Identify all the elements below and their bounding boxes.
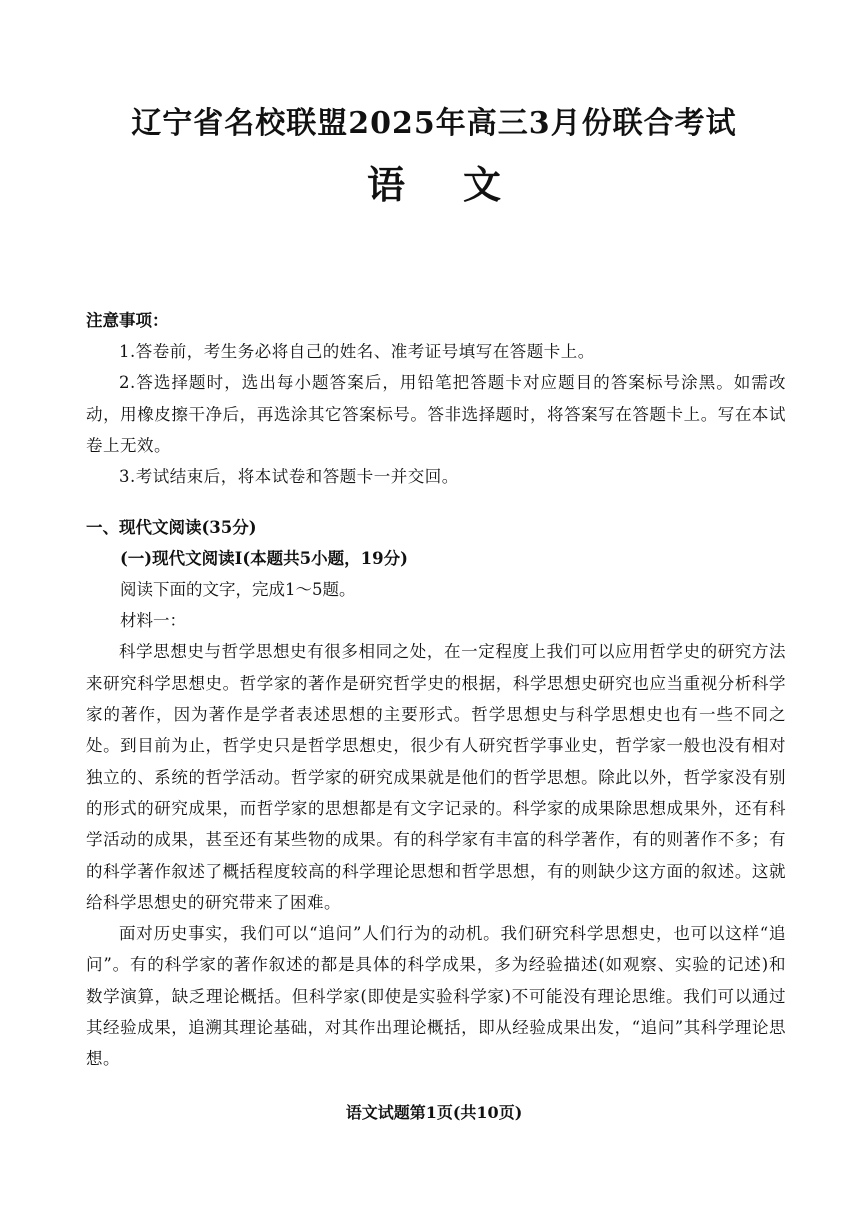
material-paragraph-1: 科学思想史与哲学思想史有很多相同之处，在一定程度上我们可以应用哲学史的研究方法来研究科学思想史。哲学家的著作是研究哲学史的根据，科学思想史研究也应当重视分析科学家的著作，因为著作是学者表述思想的主要形式。哲学思想史与科学思想史也有一些不同之处。到目前为止，哲学史只是哲学思想史，很少有人研究哲学事业史，哲学家一般也没有相对独立的、系统的哲学活动。哲学家的研究成果就是他们的哲学思想。除此以外，哲学家没有别的形式的研究成果，而哲学家的思想都是有文字记录的。科学家的成果除思想成果外，还有科学活动的成果，甚至还有某些物的成果。有的科学家有丰富的科学著作，有的则著作不多；有的科学著作叙述了概括程度较高的科学理论思想和哲学思想，有的则缺少这方面的叙述。这就给科学思想史的研究带来了困难。 bbox=[86, 642, 786, 912]
material-paragraph-2: 面对历史事实，我们可以“追问”人们行为的动机。我们研究科学思想史，也可以这样“追问”。有的科学家的著作叙述的都是具体的科学成果，多为经验描述(如观察、实验的记述)和数学演算，缺乏理论概括。但科学家(即使是实验科学家)不可能没有理论思维。我们可以通过其经验成果，追溯其理论基础，对其作出理论概括，即从经验成果出发，“追问”其科学理论思想。 bbox=[86, 924, 786, 1069]
notice-item-1: 1.答卷前，考生务必将自己的姓名、准考证号填写在答题卡上。 bbox=[119, 342, 595, 361]
section-heading: 一、现代文阅读(35分) bbox=[86, 518, 257, 538]
page-footer: 语文试题第1页(共10页) bbox=[345, 1103, 523, 1122]
notice-item-2: 2.答选择题时，选出每小题答案后，用铅笔把答题卡对应题目的答案标号涂黑。如需改动，用橡皮擦干净后，再选涂其它答案标号。答非选择题时，将答案写在答题卡上。写在本试卷上无效。 bbox=[86, 373, 786, 455]
material-label: 材料一： bbox=[120, 611, 186, 631]
section-subheading: (一)现代文阅读Ⅰ(本题共5小题，19分) bbox=[120, 549, 408, 569]
notice-item-3: 3.考试结束后，将本试卷和答题卡一并交回。 bbox=[119, 467, 459, 487]
document-body bbox=[86, 305, 786, 1075]
notice-heading: 注意事项： bbox=[86, 311, 169, 330]
reading-instruction: 阅读下面的文字，完成1～5题。 bbox=[120, 580, 356, 600]
subject-title: 语文 bbox=[366, 162, 559, 207]
exam-title: 辽宁省名校联盟2025年高三3月份联合考试 bbox=[131, 106, 737, 141]
